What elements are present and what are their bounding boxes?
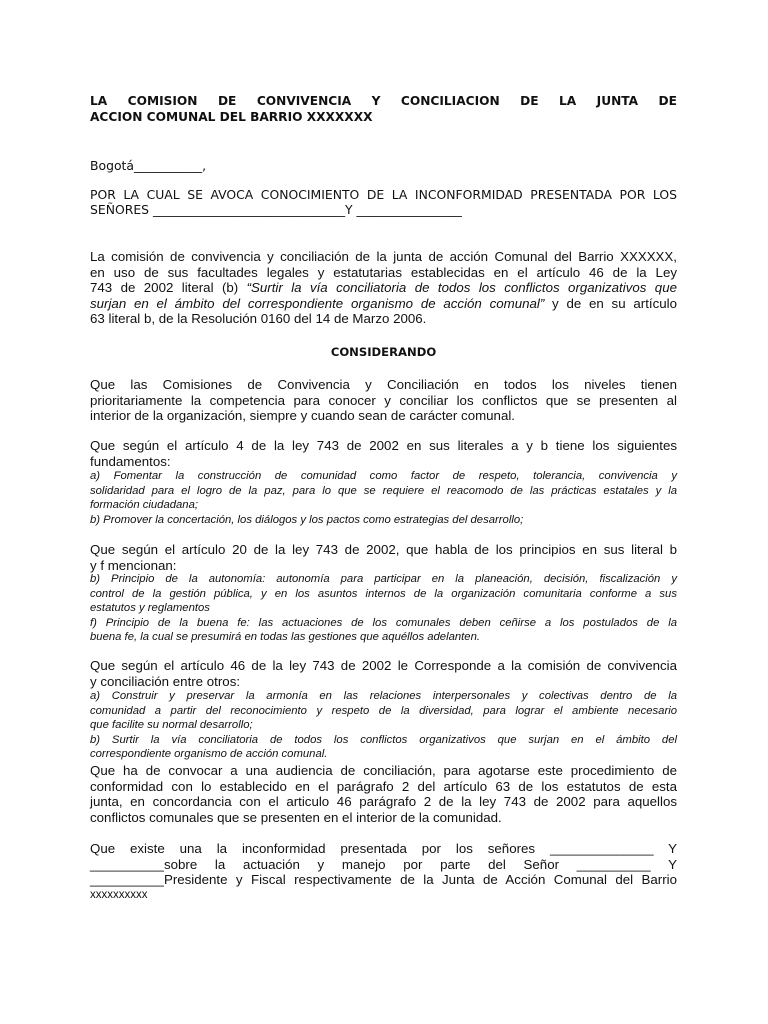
considerando-heading: [90, 345, 677, 360]
title-line-1: LA COMISION DE CONVIVENCIA Y CONCILIACION DE LA JUNTA DE: [90, 94, 677, 108]
p2-item-a-line-1: a) Fomentar la construcción de comunidad como factor de respeto, tolerancia, convivencia y: [90, 470, 677, 482]
title-line-2: ACCION COMUNAL DEL BARRIO XXXXXXX: [90, 110, 373, 124]
avoca-line-2: SEÑORES _______________________________Y _________________: [90, 202, 462, 218]
p6-line-3: __________Presidente y Fiscal respectivamente de la Junta de Acción Comunal del Barrio: [90, 872, 677, 887]
intro-line-2: en uso de sus facultades legales y estatutarias establecidas en el artículo 46 de la Ley: [90, 264, 677, 280]
p2-line-1: Que según el artículo 4 de la ley 743 de 2002 en sus literales a y b tiene los siguientes: [90, 438, 677, 453]
p6-line-1: Que existe una la inconformidad presentada por los señores ______________ Y: [90, 841, 677, 856]
p3-item-b-line-3: estatutos y reglamentos: [90, 602, 210, 614]
considerando-paragraph-4: [90, 658, 677, 689]
city-text: Bogotá___________,: [90, 158, 207, 173]
p5-line-1: Que ha de convocar a una audiencia de conciliación, para agotarse este procedimiento de: [90, 763, 677, 778]
document-title: [90, 93, 677, 125]
intro-line-5: 63 literal b, de la Resolución 0160 del 14 de Marzo 2006.: [90, 311, 427, 326]
avoca-paragraph: [90, 187, 677, 218]
considerando-text: CONSIDERANDO: [330, 345, 437, 359]
p4-item-a-line-1: a) Construir y preservar la armonía en las relaciones interpersonales y colectivas dentro de la: [90, 690, 677, 702]
intro-paragraph: [90, 249, 677, 327]
p4-item-b-line-2: correspondiente organismo de acción comunal.: [90, 748, 328, 760]
p2-list: [90, 469, 677, 527]
p4-list: [90, 689, 677, 762]
p3-item-b-line-1: b) Principio de la autonomía: autonomía para participar en la planeación, decisión, fiscalización y: [90, 573, 677, 585]
considerando-paragraph-5: [90, 763, 677, 825]
p4-line-1: Que según el artículo 46 de la ley 743 de 2002 le Corresponde a la comisión de convivencia: [90, 658, 677, 673]
p2-item-b-line-1: b) Promover la concertación, los diálogos y los pactos como estrategias del desarrollo;: [90, 513, 524, 526]
considerando-paragraph-2: [90, 438, 677, 469]
p6-line-2: __________sobre la actuación y manejo por parte del Señor __________ Y: [90, 856, 677, 872]
city-date-line: [90, 158, 677, 173]
p3-list: [90, 572, 677, 645]
p1-line-2: prioritariamente la competencia para conocer y conciliar los conflictos que se presenten al: [90, 392, 677, 408]
intro-line-1: La comisión de convivencia y conciliación de la junta de acción Comunal del Barrio XXXXXX,: [90, 249, 677, 264]
p3-line-2: y f mencionan:: [90, 557, 177, 573]
p3-line-1: Que según el artículo 20 de la ley 743 de 2002, que habla de los principios en sus literal b: [90, 542, 677, 557]
p5-line-3: junta, en concordancia con el articulo 46 parágrafo 2 de la ley 743 de 2002 para aquellos: [90, 794, 677, 809]
intro-quote-start: “Surtir la vía conciliatoria de todos los conflictos organizativos que: [246, 280, 677, 295]
p5-line-2: conformidad con lo establecido en el parágrafo 2 del artículo 63 de los estatutos de esta: [90, 778, 677, 794]
p6-line-4: xxxxxxxxxx: [90, 888, 148, 901]
p4-item-a-line-2: comunidad a partir del reconocimiento y respeto de la diversidad, para lograr el ambiente necesario: [90, 704, 677, 717]
considerando-paragraph-1: [90, 377, 677, 424]
p2-item-a-line-3: formación ciudadana;: [90, 499, 199, 511]
p3-item-f-line-2: buena fe, la cual se presumirá en todas las gestiones que aquéllos adelanten.: [90, 631, 481, 643]
p2-item-a-line-2: solidaridad para el logro de la paz, para lo que se requiere el reacomodo de las prácticas estatales y la: [90, 484, 677, 497]
considerando-paragraph-6: [90, 841, 677, 903]
p3-item-b-line-2: control de la gestión pública, y en los asuntos internos de la organización comunitaria conforme a sus: [90, 587, 677, 600]
p4-item-b-line-1: b) Surtir la vía conciliatoria de todos los conflictos organizativos que surjan en el ámbito del: [90, 733, 677, 746]
p4-line-2: y conciliación entre otros:: [90, 673, 241, 689]
p3-item-f-line-1: f) Principio de la buena fe: las actuaciones de los comunales deben ceñirse a los postulados de la: [90, 616, 677, 629]
p2-line-2: fundamentos:: [90, 453, 171, 469]
p4-item-a-line-3: que facilite su normal desarrollo;: [90, 719, 253, 731]
p5-line-4: conflictos comunales que se presenten en el interior de la comunidad.: [90, 809, 502, 825]
considerando-paragraph-3: [90, 542, 677, 573]
p1-line-1: Que las Comisiones de Convivencia y Conciliación en todos los niveles tienen: [90, 377, 677, 392]
intro-quote-end: surjan en el ámbito del correspondiente organismo de acción comunal”: [90, 295, 545, 311]
p1-line-3: interior de la organización, siempre y cuando sean de carácter comunal.: [90, 408, 515, 423]
intro-line-3: [90, 280, 677, 296]
avoca-line-1: POR LA CUAL SE AVOCA CONOCIMIENTO DE LA INCONFORMIDAD PRESENTADA POR LOS: [90, 187, 677, 202]
intro-line-3-text: 743 de 2002 literal (b): [90, 280, 247, 295]
intro-line-4-text: y de en su artículo: [544, 295, 677, 311]
intro-line-4: [90, 296, 677, 312]
